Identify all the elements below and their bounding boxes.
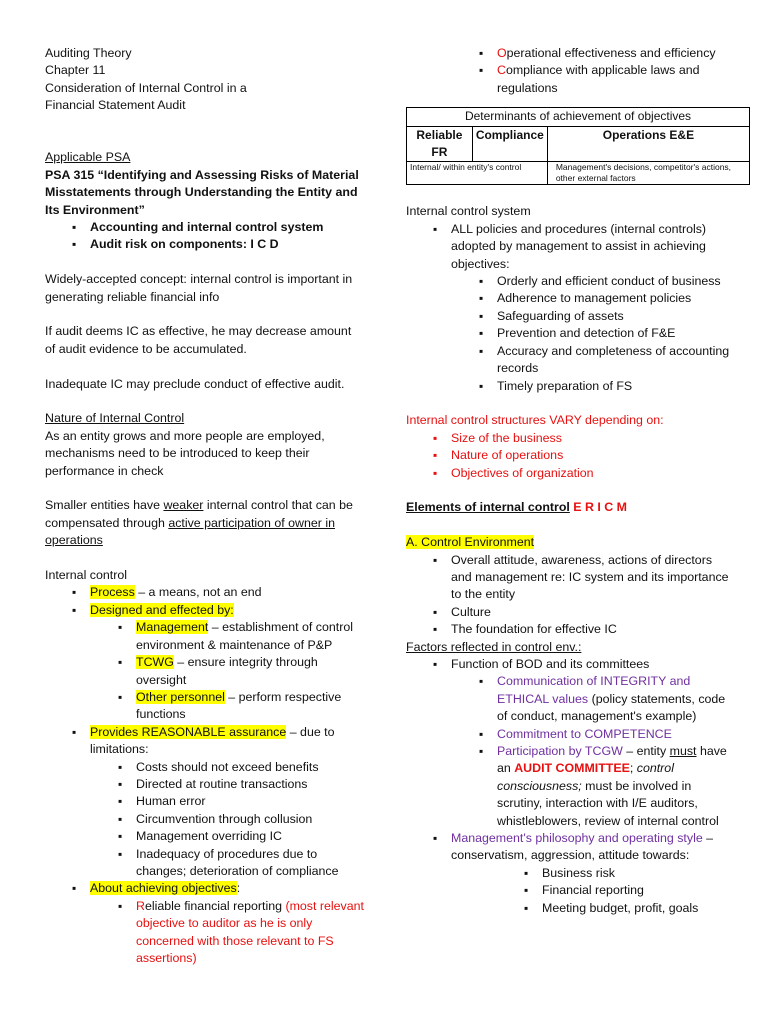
psa-bullets [45,219,365,254]
list-item: ▪ Audit risk on components: I C D [90,236,365,253]
list-item: ▪ Culture [451,604,731,621]
ic-heading: Internal control [45,568,127,583]
ic-list [45,584,365,967]
list-item: ▪ Adherence to management policies [497,290,731,307]
doc-subtitle-1: Consideration of Internal Control in a [45,80,247,95]
ics-list [406,221,731,395]
list-item: ▪ Prevention and detection of F&E [497,325,731,342]
list-item: ▪ Circumvention through collusion [136,811,365,828]
ce-list [406,552,731,639]
list-item: ▪ Safeguarding of assets [497,308,731,325]
list-item: ▪ Reliable financial reporting (most relevant objective to auditor as he is only concerned with those relevant to FS assertions) [136,898,365,968]
table-header: Reliable FR [407,126,473,162]
paragraph: As an entity grows and more people are employed, mechanisms need to be introduced to keep their performance in check [45,428,325,478]
list-item: ▪ Process – a means, not an end [90,584,365,601]
objectives-list [406,45,731,97]
list-item: ▪ Business risk [542,865,731,882]
list-item: ▪ TCWG – ensure integrity through oversight [136,654,365,689]
doc-subtitle-2: Financial Statement Audit [45,98,186,113]
list-item: ▪ Function of BOD and its committees ▪ Communication of INTEGRITY and ETHICAL values (policy statements, code of conduct, management's example) ▪ Commitment to COMPETENCE ▪ Participation by TCGW – entity must have an AUDIT COMMITTEE; control consciousness; must be involved in scrutiny, interaction with I/E auditors, whistleblowers, review of internal control [451,656,731,830]
list-item: ▪ Accuracy and completeness of accounting records [497,343,731,378]
factors-list [406,656,731,917]
list-item: ▪ Participation by TCGW – entity must have an AUDIT COMMITTEE; control consciousness; must be involved in scrutiny, interaction with I/E auditors, whistleblowers, review of internal control [497,743,731,830]
list-item: ▪ Operational effectiveness and efficiency [497,45,731,62]
vary-heading: Internal control structures VARY depending on: [406,413,664,428]
list-item: ▪ Orderly and efficient conduct of business [497,273,731,290]
factors-heading: Factors reflected in control env.: [406,639,582,654]
list-item: ▪ Commitment to COMPETENCE [497,726,731,743]
paragraph: If audit deems IC as effective, he may decrease amount of audit evidence to be accumulated. [45,324,352,356]
table-title: Determinants of achievement of objectives [407,108,750,126]
table-header: Operations E&E [547,126,749,162]
list-item: ▪ Objectives of organization [451,465,731,482]
list-item: ▪ Compliance with applicable laws and regulations [497,62,731,97]
list-item: ▪ Human error [136,793,365,810]
section-a-heading: A. Control Environment [406,535,535,550]
list-item: ▪ Costs should not exceed benefits [136,759,365,776]
table-cell: Management's decisions, competitor's actions, other external factors [547,162,749,185]
list-item: ▪ Designed and effected by: ▪ Management – establishment of control environment & maintenance of P&P ▪ TCWG – ensure integrity through oversight ▪ Other personnel – perform respective functions [90,602,365,724]
list-item: ▪ Size of the business [451,430,731,447]
list-item: ▪ Overall attitude, awareness, actions of directors and management re: IC system and its importance to the entity [451,552,731,604]
ics-heading: Internal control system [406,204,531,219]
left-column [45,45,365,967]
list-item: ▪ Meeting budget, profit, goals [542,900,731,917]
right-column [406,45,731,917]
list-item: ▪ About achieving objectives: ▪ Reliable financial reporting (most relevant objective to auditor as he is only concerned with those relevant to FS assertions) [90,880,365,967]
determinants-table [406,107,750,185]
list-item: ▪ Provides REASONABLE assurance – due to limitations: ▪ Costs should not exceed benefits ▪ Directed at routine transactions ▪ Human error ▪ Circumvention through collusion ▪ Management overriding IC ▪ Inadequacy of procedures due to changes; deterioration of compliance [90,724,365,881]
list-item: ▪ Inadequacy of procedures due to changes; deterioration of compliance [136,846,365,881]
list-item: ▪ Management – establishment of control environment & maintenance of P&P [136,619,365,654]
doc-title: Auditing Theory [45,46,132,60]
paragraph: Smaller entities have weaker internal control that can be compensated through active participation of owner in operations [45,498,353,548]
list-item: ▪ The foundation for effective IC [451,621,731,638]
list-item: ▪ ALL policies and procedures (internal controls) adopted by management to assist in achieving objectives: ▪ Orderly and efficient conduct of business ▪ Adherence to management policies ▪ Safeguarding of assets ▪ Prevention and detection of F&E ▪ Accuracy and completeness of accounting records ▪ Timely preparation of FS [451,221,731,395]
table-header: Compliance [472,126,547,162]
list-item: ▪ Management's philosophy and operating style – conservatism, aggression, attitude towards: ▪ Business risk ▪ Financial reporting ▪ Meeting budget, profit, goals [451,830,731,917]
list-item: ▪ Communication of INTEGRITY and ETHICAL values (policy statements, code of conduct, management's example) [497,673,731,725]
list-item: ▪ Timely preparation of FS [497,378,731,395]
elements-heading: Elements of internal control E R I C M [406,500,627,515]
list-item: ▪ Accounting and internal control system [90,219,365,236]
list-item: ▪ Nature of operations [451,447,731,464]
list-item: ▪ Other personnel – perform respective functions [136,689,365,724]
list-item: ▪ Directed at routine transactions [136,776,365,793]
list-item: ▪ Management overriding IC [136,828,365,845]
table-cell: Internal/ within entity's control [407,162,548,185]
nature-heading: Nature of Internal Control [45,411,185,426]
vary-list [406,430,731,482]
list-item: ▪ Financial reporting [542,882,731,899]
paragraph: Inadequate IC may preclude conduct of effective audit. [45,376,345,391]
psa-title: PSA 315 “Identifying and Assessing Risks of Material Misstatements through Understanding the Entity and Its Environment” [45,167,359,217]
paragraph: Widely-accepted concept: internal control is important in generating reliable financial info [45,272,353,304]
applicable-psa-heading: Applicable PSA [45,150,131,165]
doc-chapter: Chapter 11 [45,63,106,78]
